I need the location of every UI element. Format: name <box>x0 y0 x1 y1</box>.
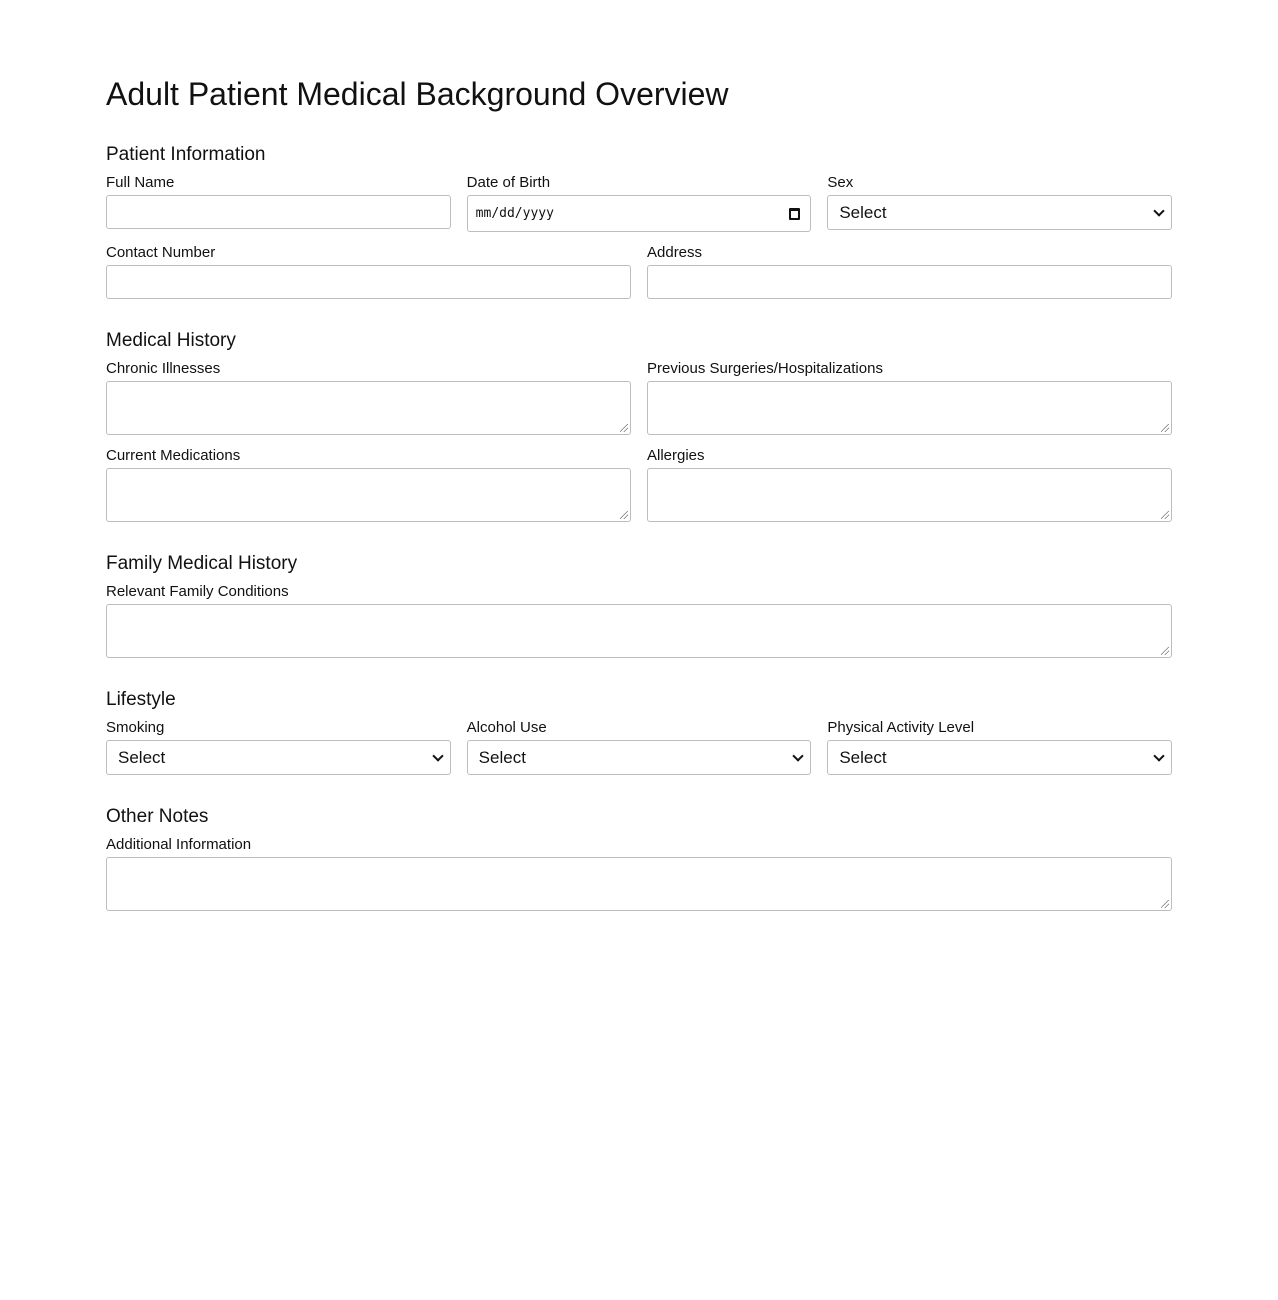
section-title: Medical History <box>106 330 236 351</box>
surgeries-field <box>647 360 1172 435</box>
medications-label: Current Medications <box>106 447 241 464</box>
address-input[interactable] <box>647 265 1172 299</box>
activity-selected: Select <box>839 747 887 767</box>
chevron-down-icon <box>1153 750 1164 761</box>
surgeries-textarea[interactable] <box>647 381 1172 435</box>
patient-info-row-1 <box>106 174 1172 232</box>
contact-label: Contact Number <box>106 244 216 261</box>
family-conditions-label: Relevant Family Conditions <box>106 583 289 600</box>
resize-grip-icon[interactable] <box>1161 900 1169 908</box>
dob-label: Date of Birth <box>466 174 551 191</box>
section-patient-information <box>106 144 1172 166</box>
address-label: Address <box>647 244 703 261</box>
medications-field <box>106 447 631 522</box>
smoking-field <box>106 719 451 775</box>
contact-field <box>106 244 631 299</box>
additional-info-label: Additional Information <box>106 836 252 853</box>
section-title: Patient Information <box>106 144 266 165</box>
alcohol-label: Alcohol Use <box>466 719 547 736</box>
resize-grip-icon[interactable] <box>1161 424 1169 432</box>
surgeries-label: Previous Surgeries/Hospitalizations <box>647 360 883 377</box>
sex-field <box>827 174 1172 232</box>
medical-history-row-1 <box>106 360 1172 435</box>
section-title: Other Notes <box>106 806 209 827</box>
sex-label: Sex <box>827 174 854 191</box>
sex-selected: Select <box>839 202 887 222</box>
dob-placeholder: mm/dd/yyyy <box>475 206 554 221</box>
allergies-textarea[interactable] <box>647 468 1172 522</box>
alcohol-selected: Select <box>478 747 526 767</box>
additional-info-field <box>106 836 1172 911</box>
resize-grip-icon[interactable] <box>620 424 628 432</box>
activity-label: Physical Activity Level <box>827 719 975 736</box>
smoking-selected: Select <box>118 747 166 767</box>
allergies-field <box>647 447 1172 522</box>
full-name-input[interactable] <box>106 195 451 229</box>
section-other-notes <box>106 806 1172 828</box>
sex-select[interactable] <box>827 195 1172 230</box>
smoking-label: Smoking <box>106 719 165 736</box>
alcohol-field <box>467 719 812 775</box>
medications-textarea[interactable] <box>106 468 631 522</box>
section-medical-history <box>106 330 1172 352</box>
allergies-label: Allergies <box>647 447 705 464</box>
patient-info-row-2 <box>106 244 1172 299</box>
activity-select[interactable] <box>827 740 1172 775</box>
activity-field <box>827 719 1172 775</box>
family-conditions-field <box>106 583 1172 658</box>
lifestyle-row <box>106 719 1172 775</box>
family-history-row <box>106 583 1172 658</box>
family-conditions-textarea[interactable] <box>106 604 1172 658</box>
section-family-history <box>106 553 1172 575</box>
dob-field <box>467 174 812 232</box>
full-name-field <box>106 174 451 232</box>
chevron-down-icon <box>1153 205 1164 216</box>
resize-grip-icon[interactable] <box>620 511 628 519</box>
chronic-textarea[interactable] <box>106 381 631 435</box>
chevron-down-icon <box>793 750 804 761</box>
resize-grip-icon[interactable] <box>1161 511 1169 519</box>
other-notes-row <box>106 836 1172 911</box>
section-title: Lifestyle <box>106 689 176 710</box>
alcohol-select[interactable] <box>467 740 812 775</box>
address-field <box>647 244 1172 299</box>
chevron-down-icon <box>432 750 443 761</box>
chronic-field <box>106 360 631 435</box>
full-name-label: Full Name <box>106 174 175 191</box>
calendar-icon[interactable] <box>789 208 800 220</box>
dob-input[interactable] <box>467 195 812 232</box>
resize-grip-icon[interactable] <box>1161 647 1169 655</box>
chronic-label: Chronic Illnesses <box>106 360 221 377</box>
additional-info-textarea[interactable] <box>106 857 1172 911</box>
page-title: Adult Patient Medical Background Overview <box>106 76 729 112</box>
section-lifestyle <box>106 689 1172 711</box>
contact-input[interactable] <box>106 265 631 299</box>
medical-history-row-2 <box>106 447 1172 522</box>
smoking-select[interactable] <box>106 740 451 775</box>
section-title: Family Medical History <box>106 553 298 574</box>
